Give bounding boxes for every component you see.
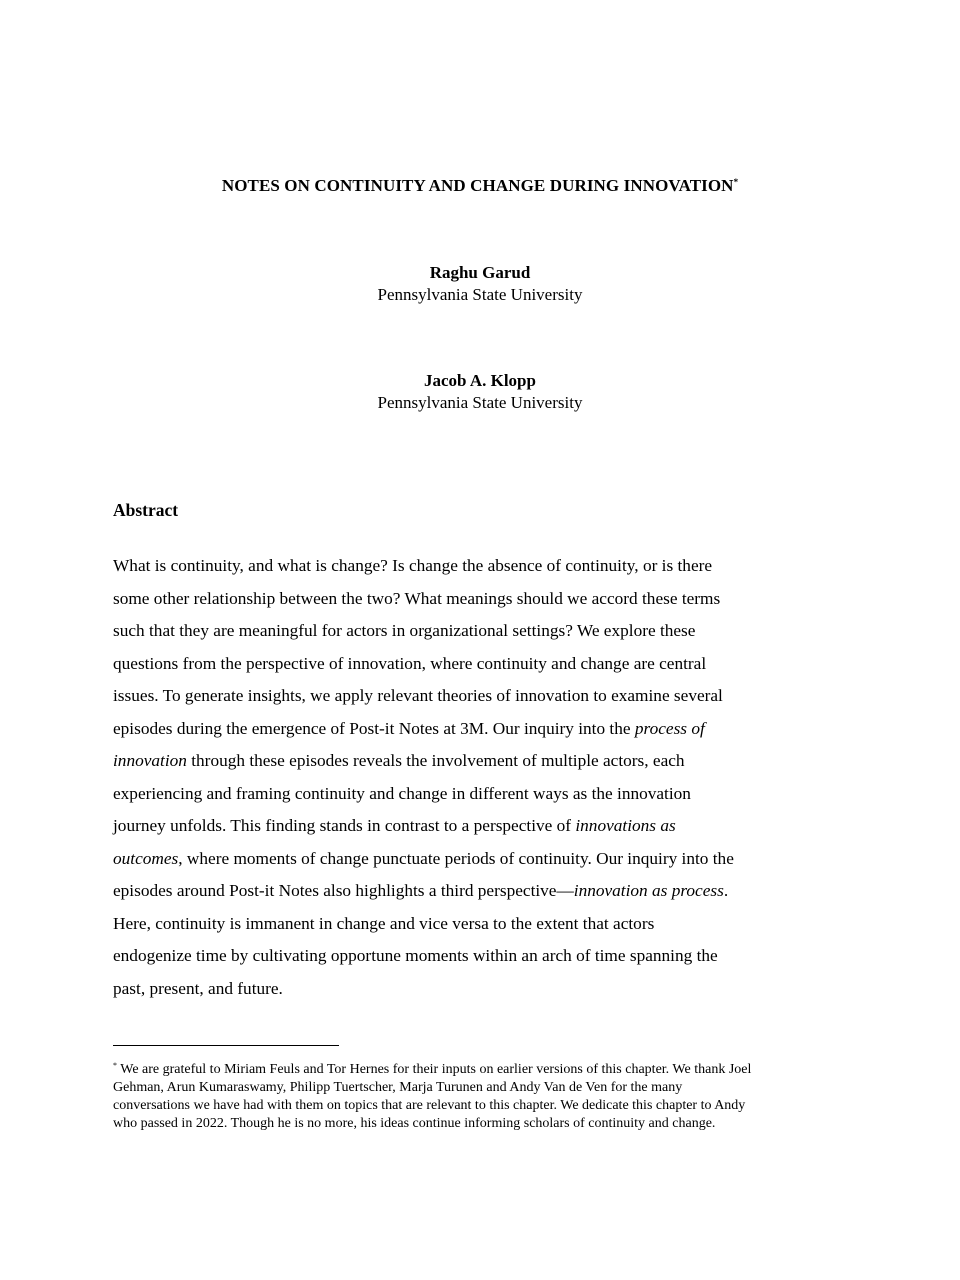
- author-name: Jacob A. Klopp: [424, 371, 536, 390]
- footnote-mark: *: [113, 1061, 117, 1070]
- abstract-line: [113, 680, 803, 713]
- footnote: [113, 1057, 843, 1133]
- author-name: Raghu Garud: [429, 263, 531, 282]
- abstract-heading: Abstract: [113, 500, 179, 520]
- abstract-text-run: past, present, and future.: [113, 978, 283, 998]
- abstract-line: [113, 550, 803, 583]
- abstract-text-run: experiencing and framing continuity and change in different ways as the innovation: [113, 783, 691, 803]
- footnote-line: [113, 1115, 843, 1133]
- abstract-text-run: issues. To generate insights, we apply relevant theories of innovation to examine several: [113, 686, 723, 705]
- abstract-italic-run: outcomes: [113, 848, 179, 868]
- abstract-text-run: Here, continuity is immanent in change and vice versa to the extent that actors: [113, 913, 655, 933]
- abstract-text-run: episodes during the emergence of Post-it Notes at 3M. Our inquiry into the: [113, 718, 635, 738]
- abstract-line: [113, 810, 803, 843]
- abstract-text-run: journey unfolds. This finding stands in contrast to a perspective of: [113, 816, 576, 835]
- abstract-italic-run: innovation: [113, 751, 187, 770]
- footnote-text: conversations we have had with them on topics that are relevant to this chapter. We dedicate this chapter to Andy: [113, 1098, 746, 1113]
- abstract-italic-run: innovation as process: [573, 881, 724, 900]
- footnote-text: who passed in 2022. Though he is no more, his ideas continue informing scholars of continuity and change.: [113, 1116, 716, 1131]
- paper-title: [0, 176, 960, 196]
- footnote-text: We are grateful to Miriam Feuls and Tor Hernes for their inputs on earlier versions of this chapter. We thank Joel: [117, 1062, 752, 1077]
- abstract-line: [113, 973, 803, 1006]
- abstract-text-run: episodes around Post-it Notes also highlights a third perspective—: [113, 881, 574, 900]
- abstract-text-run: some other relationship between the two? What meanings should we accord these terms: [113, 588, 721, 608]
- abstract-line: [113, 583, 803, 616]
- abstract-line: [113, 940, 803, 973]
- footnote-line: [113, 1079, 843, 1097]
- paper-title-text: NOTES ON CONTINUITY AND CHANGE DURING INNOVATION: [221, 176, 734, 195]
- abstract-text-run: through these episodes reveals the involvement of multiple actors, each: [186, 751, 685, 770]
- abstract-text-run: endogenize time by cultivating opportune moments within an arch of time spanning the: [113, 946, 718, 965]
- footnote-line: [113, 1097, 843, 1115]
- abstract-line: [113, 648, 803, 681]
- author-block-2: [0, 370, 960, 414]
- author-block-1: [0, 262, 960, 306]
- abstract-line: [113, 875, 803, 908]
- abstract-italic-run: process of: [634, 718, 705, 738]
- abstract-line: [113, 908, 803, 941]
- abstract-text-run: such that they are meaningful for actors in organizational settings? We explore these: [113, 621, 696, 640]
- footnote-text: Gehman, Arun Kumaraswamy, Philipp Tuertscher, Marja Turunen and Andy Van de Ven for the many: [113, 1080, 683, 1095]
- abstract-text-run: .: [723, 881, 729, 900]
- abstract-text-run: questions from the perspective of innovation, where continuity and change are central: [113, 653, 707, 673]
- abstract-body: [113, 550, 803, 1005]
- abstract-text-run: What is continuity, and what is change? Is change the absence of continuity, or is there: [113, 556, 713, 575]
- footnote-line: [113, 1057, 843, 1079]
- abstract-line: [113, 713, 803, 746]
- abstract-line: [113, 745, 803, 778]
- title-footnote-mark: *: [733, 177, 739, 187]
- abstract-text-run: , where moments of change punctuate periods of continuity. Our inquiry into the: [178, 848, 734, 868]
- footnote-divider: [113, 1045, 339, 1046]
- abstract-italic-run: innovations as: [575, 816, 676, 835]
- author-affiliation: Pennsylvania State University: [377, 285, 583, 304]
- abstract-line: [113, 778, 803, 811]
- author-affiliation: Pennsylvania State University: [377, 393, 583, 412]
- abstract-line: [113, 843, 803, 876]
- abstract-line: [113, 615, 803, 648]
